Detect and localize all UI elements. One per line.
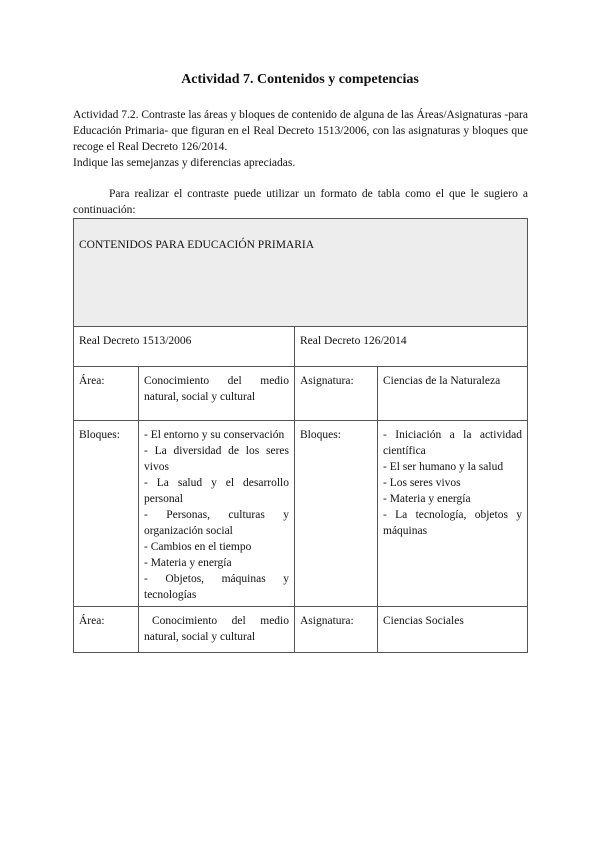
blocks-label-left: Bloques: [74,421,139,607]
intro-line-1: Actividad 7.2. Contraste las áreas y bloques de contenido de alguna de las Áreas/Asignaturas -para Educación Primaria- que figuran en el Real Decreto 1513/2006, con las asignaturas y bloques que recoge el Real Decreto 126/2014. [73,109,528,153]
table-header-row [74,219,528,327]
area-label-2: Área: [74,607,139,653]
table-header-cell: CONTENIDOS PARA EDUCACIÓN PRIMARIA [74,219,528,327]
list-item: - Materia y energía [144,557,232,569]
blocks-label-right: Bloques: [295,421,378,607]
table-row [74,327,528,367]
blocks-list-right [378,421,528,607]
column-header-left: Real Decreto 1513/2006 [74,327,295,367]
subject-label-2: Asignatura: [295,607,378,653]
blocks-list-left [139,421,295,607]
list-item: - Objetos, máquinas y tecnologías [144,573,289,601]
list-item: - La tecnología, objetos y máquinas [383,509,522,537]
table-row [74,367,528,421]
intro-paragraph [73,107,528,171]
list-item: - El ser humano y la salud [383,461,504,473]
list-item: - La salud y el desarrollo personal [144,477,289,505]
intro-line-2: Indique las semejanzas y diferencias apreciadas. [73,157,296,169]
document-title: Actividad 7. Contenidos y competencias [181,72,419,87]
list-item: - Personas, culturas y organización social [144,509,289,537]
list-item: - La diversidad de los seres vivos [144,445,289,473]
list-item: - El entorno y su conservación [144,429,285,441]
area-label-1: Área: [74,367,139,421]
subject-label-1: Asignatura: [295,367,378,421]
area-value-2: Conocimiento del medio natural, social y cultural [139,607,295,653]
list-item: - Los seres vivos [383,477,461,489]
list-item: - Cambios en el tiempo [144,541,252,553]
instruction-note: Para realizar el contraste puede utilizar un formato de tabla como el que le sugiero a continuación: [73,188,528,216]
subject-value-2: Ciencias Sociales [378,607,528,653]
table-row [74,607,528,653]
table-row [74,421,528,607]
comparison-table [73,218,528,653]
list-item: - Iniciación a la actividad científica [383,429,522,457]
list-item: - Materia y energía [383,493,471,505]
subject-value-1: Ciencias de la Naturaleza [378,367,528,421]
area-value-1: Conocimiento del medio natural, social y cultural [139,367,295,421]
column-header-right: Real Decreto 126/2014 [295,327,528,367]
